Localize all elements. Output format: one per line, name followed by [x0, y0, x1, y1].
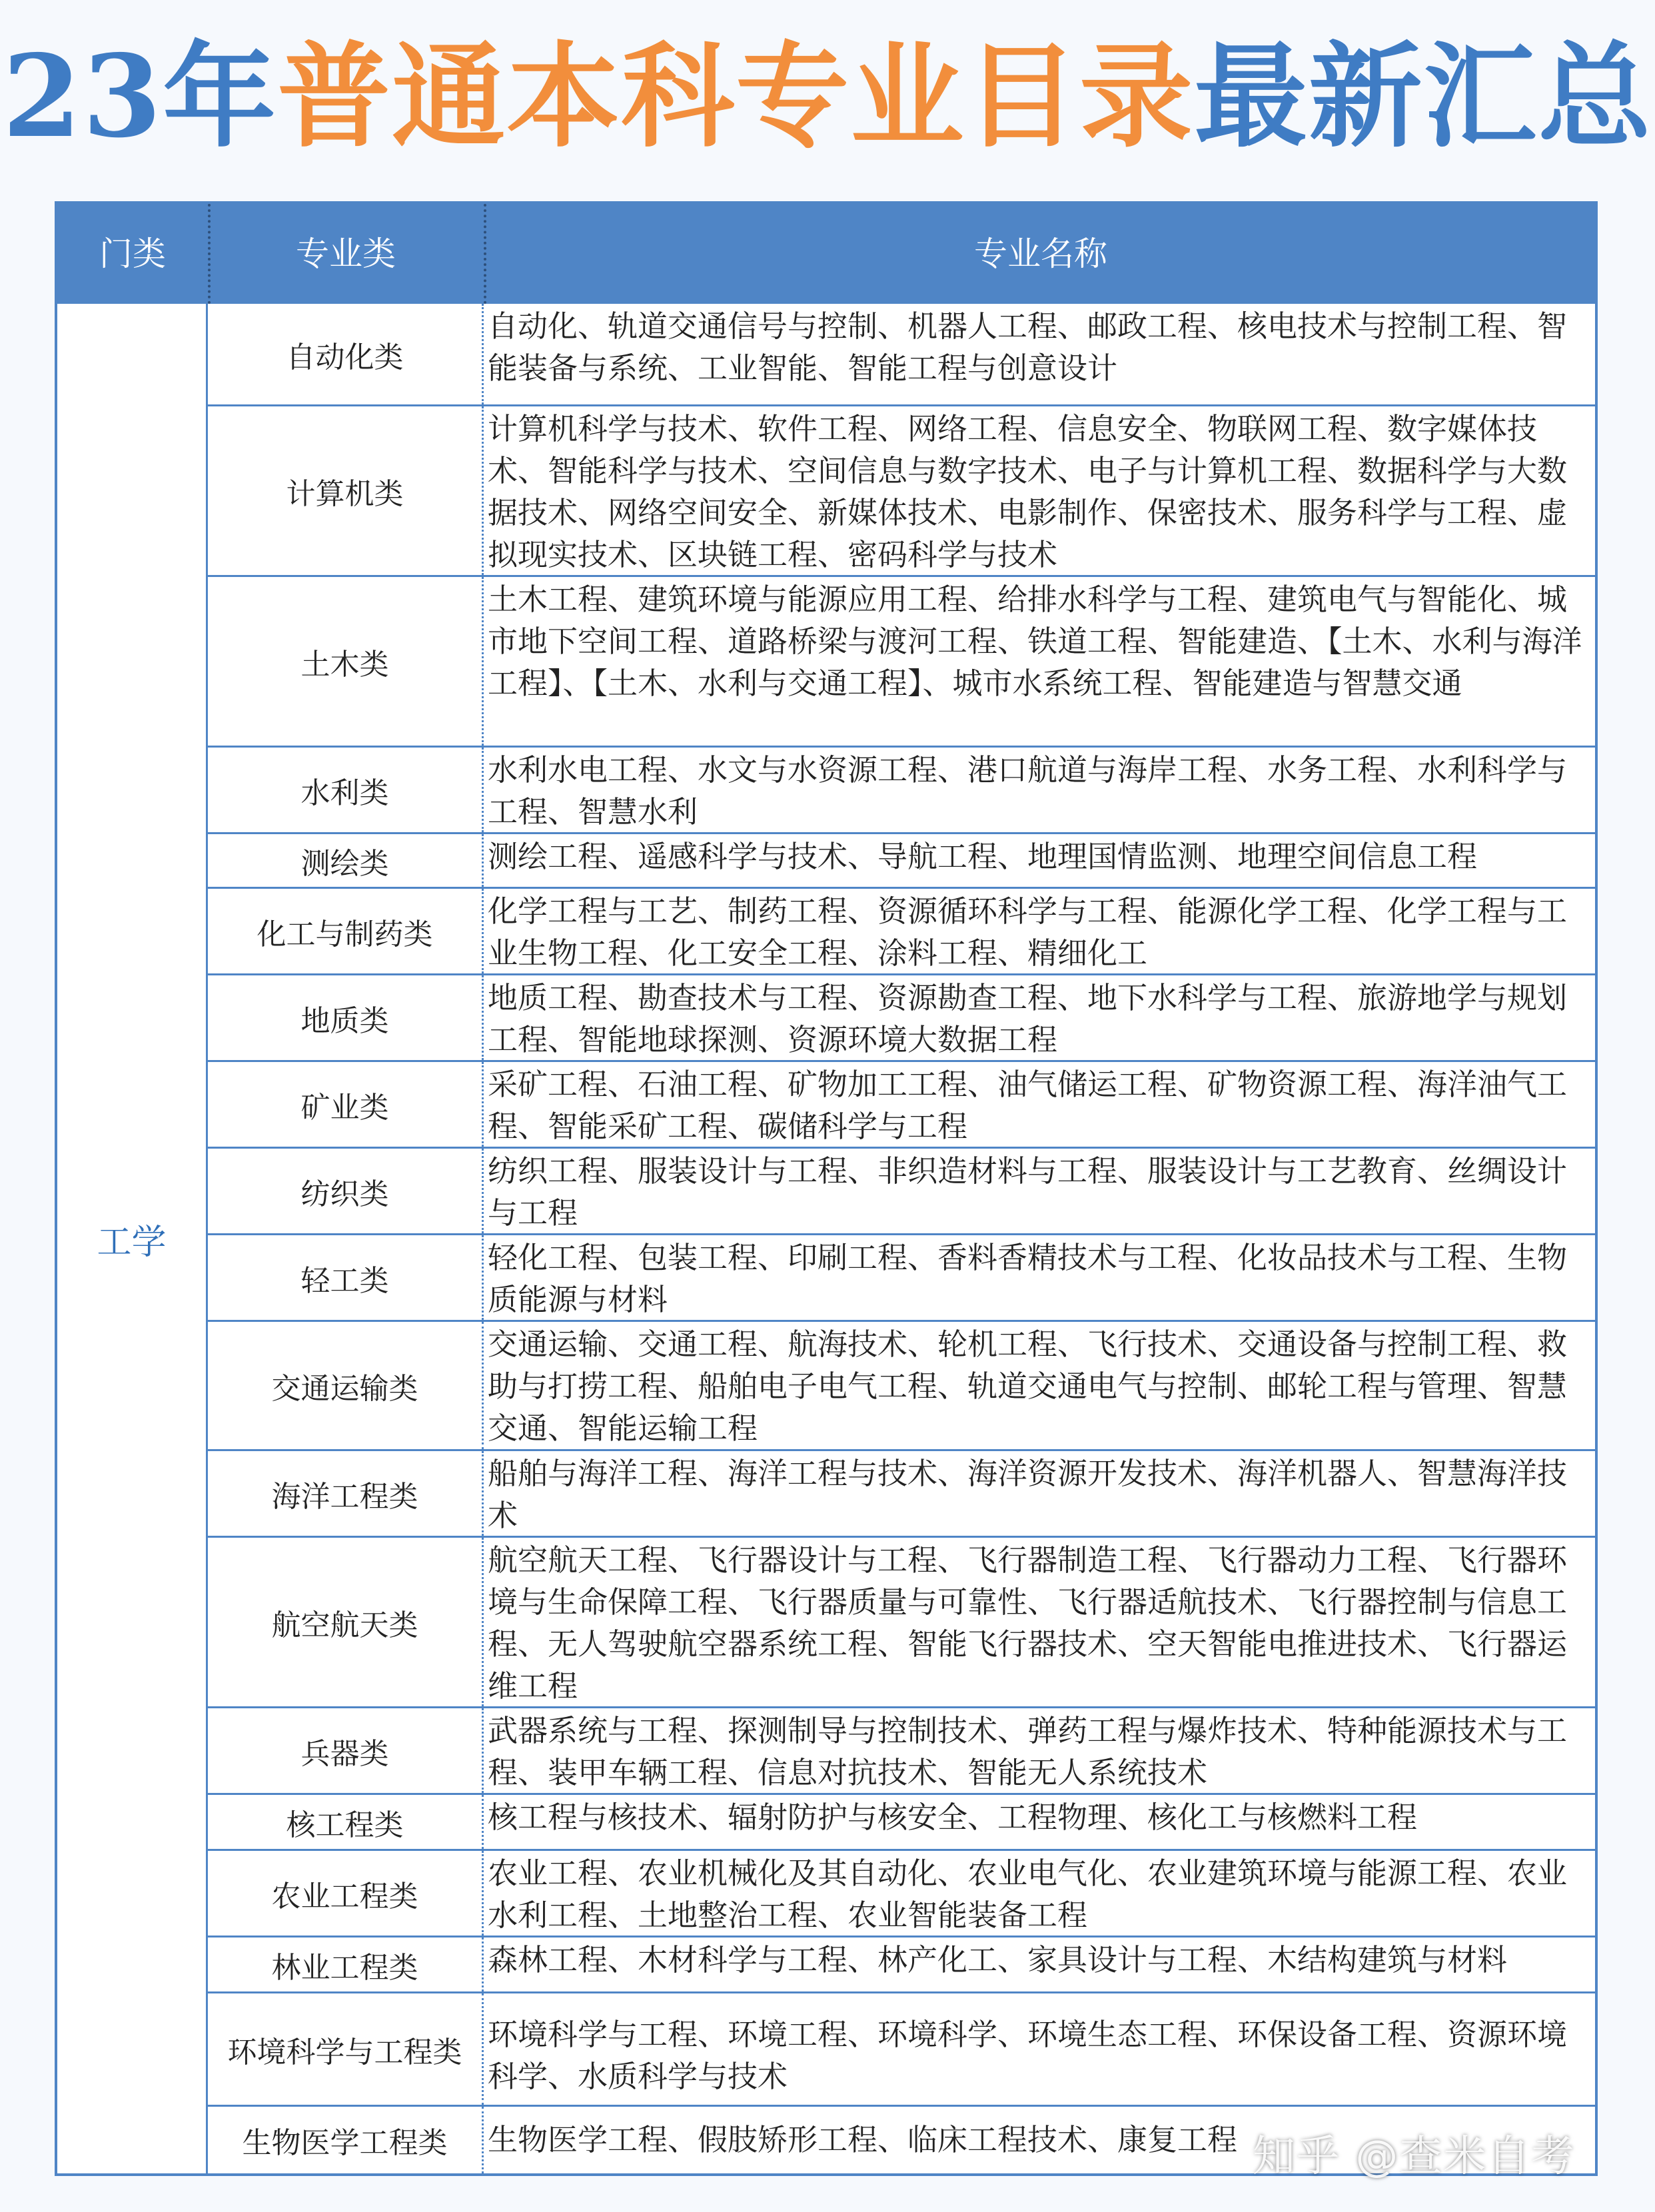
category-cell: 测绘类: [208, 834, 484, 887]
majors-cell: 航空航天工程、飞行器设计与工程、飞行器制造工程、飞行器动力工程、飞行器环境与生命保障工程、飞行器质量与可靠性、飞行器适航技术、飞行器控制与信息工程、无人驾驶航空器系统工程、智能飞行器技术、空天智能电推进技术、飞行器运维工程: [488, 1542, 1568, 1704]
table-row: [208, 834, 1595, 889]
category-cell: 自动化类: [208, 304, 484, 404]
table-row: [208, 1235, 1595, 1322]
majors-cell: 土木工程、建筑环境与能源应用工程、给排水科学与工程、建筑电气与智能化、城市地下空间工程、道路桥梁与渡河工程、铁道工程、智能建造、【土木、水利与海洋工程】、【土木、水利与交通工程】、城市水系统工程、智能建造与智慧交通: [488, 582, 1582, 701]
majors-cell: 武器系统与工程、探测制导与控制技术、弹药工程与爆炸技术、特种能源技术与工程、装甲车辆工程、信息对抗技术、智能无人系统技术: [488, 1713, 1568, 1790]
majors-cell: 地质工程、勘查技术与工程、资源勘查工程、地下水科学与工程、旅游地学与规划工程、智能地球探测、资源环境大数据工程: [488, 980, 1568, 1057]
category-cell: 生物医学工程类: [208, 2107, 484, 2173]
majors-cell: 纺织工程、服装设计与工程、非织造材料与工程、服装设计与工艺教育、丝绸设计与工程: [488, 1153, 1568, 1231]
category-cell: 航空航天类: [208, 1538, 484, 1706]
majors-cell: 船舶与海洋工程、海洋工程与技术、海洋资源开发技术、海洋机器人、智慧海洋技术: [488, 1456, 1568, 1533]
table-row: [208, 577, 1595, 748]
table-row: [208, 1538, 1595, 1708]
category-cell: 矿业类: [208, 1062, 484, 1147]
table-row: [208, 406, 1595, 577]
table-row: [208, 748, 1595, 834]
header-category: 专业类: [296, 235, 396, 273]
title-main: 普通本科专业目录: [277, 30, 1195, 163]
majors-cell: 采矿工程、石油工程、矿物加工工程、油气储运工程、矿物资源工程、海洋油气工程、智能采矿工程、碳储科学与工程: [488, 1067, 1568, 1144]
majors-cell: 生物医学工程、假肢矫形工程、临床工程技术、康复工程: [488, 2122, 1238, 2157]
majors-cell: 化学工程与工艺、制药工程、资源循环科学与工程、能源化学工程、化学工程与工业生物工程、化工安全工程、涂料工程、精细化工: [488, 893, 1568, 971]
major-catalog-table: [55, 201, 1598, 2176]
table-row: [208, 1937, 1595, 1993]
header-majors: 专业名称: [974, 235, 1107, 273]
page-title: [0, 30, 1655, 163]
category-cell: 土木类: [208, 577, 484, 746]
table-row: [208, 1795, 1595, 1851]
table-header: [57, 204, 1595, 304]
table-row: [208, 1451, 1595, 1538]
category-cell: 轻工类: [208, 1235, 484, 1320]
table-row: [208, 1322, 1595, 1451]
majors-cell: 自动化、轨道交通信号与控制、机器人工程、邮政工程、核电技术与控制工程、智能装备与系统、工业智能、智能工程与创意设计: [488, 308, 1568, 386]
majors-cell: 核工程与核技术、辐射防护与核安全、工程物理、核化工与核燃料工程: [488, 1800, 1418, 1835]
table-row: [208, 1993, 1595, 2107]
category-cell: 水利类: [208, 748, 484, 832]
majors-cell: 森林工程、木材科学与工程、林产化工、家具设计与工程、木结构建筑与材料: [488, 1942, 1508, 1977]
title-year: 23年: [2, 30, 278, 163]
table-row: [208, 1851, 1595, 1937]
table-row: [208, 1149, 1595, 1235]
category-cell: 地质类: [208, 975, 484, 1060]
discipline-cell: 工学: [57, 304, 208, 2173]
table-row: [208, 889, 1595, 975]
category-cell: 林业工程类: [208, 1937, 484, 1991]
category-cell: 核工程类: [208, 1795, 484, 1849]
category-cell: 计算机类: [208, 406, 484, 575]
table-row: [208, 1062, 1595, 1149]
table-row: [208, 975, 1595, 1062]
category-cell: 交通运输类: [208, 1322, 484, 1449]
category-cell: 海洋工程类: [208, 1451, 484, 1536]
majors-cell: 交通运输、交通工程、航海技术、轮机工程、飞行技术、交通设备与控制工程、救助与打捞工程、船舶电子电气工程、轨道交通电气与控制、邮轮工程与管理、智慧交通、智能运输工程: [488, 1327, 1568, 1446]
majors-cell: 轻化工程、包装工程、印刷工程、香料香精技术与工程、化妆品技术与工程、生物质能源与材料: [488, 1240, 1568, 1317]
category-cell: 兵器类: [208, 1708, 484, 1793]
category-cell: 环境科学与工程类: [208, 1993, 484, 2105]
title-suffix: 最新汇总: [1194, 30, 1653, 163]
header-discipline: 门类: [99, 235, 166, 273]
table-row: [208, 304, 1595, 406]
category-cell: 农业工程类: [208, 1851, 484, 1936]
majors-cell: 水利水电工程、水文与水资源工程、港口航道与海岸工程、水务工程、水利科学与工程、智慧水利: [488, 752, 1568, 830]
table-row: [208, 1708, 1595, 1795]
watermark: 知乎 @查米自考: [1253, 2132, 1576, 2181]
category-cell: 纺织类: [208, 1149, 484, 1233]
majors-cell: 测绘工程、遥感科学与技术、导航工程、地理国情监测、地理空间信息工程: [488, 839, 1478, 874]
majors-cell: 农业工程、农业机械化及其自动化、农业电气化、农业建筑环境与能源工程、农业水利工程、土地整治工程、农业智能装备工程: [488, 1856, 1568, 1933]
majors-cell: 环境科学与工程、环境工程、环境科学、环境生态工程、环保设备工程、资源环境科学、水质科学与技术: [488, 2017, 1568, 2094]
category-cell: 化工与制药类: [208, 889, 484, 973]
majors-cell: 计算机科学与技术、软件工程、网络工程、信息安全、物联网工程、数字媒体技术、智能科学与技术、空间信息与数字技术、电子与计算机工程、数据科学与大数据技术、网络空间安全、新媒体技术、电影制作、保密技术、服务科学与工程、虚拟现实技术、区块链工程、密码科学与技术: [488, 411, 1568, 572]
